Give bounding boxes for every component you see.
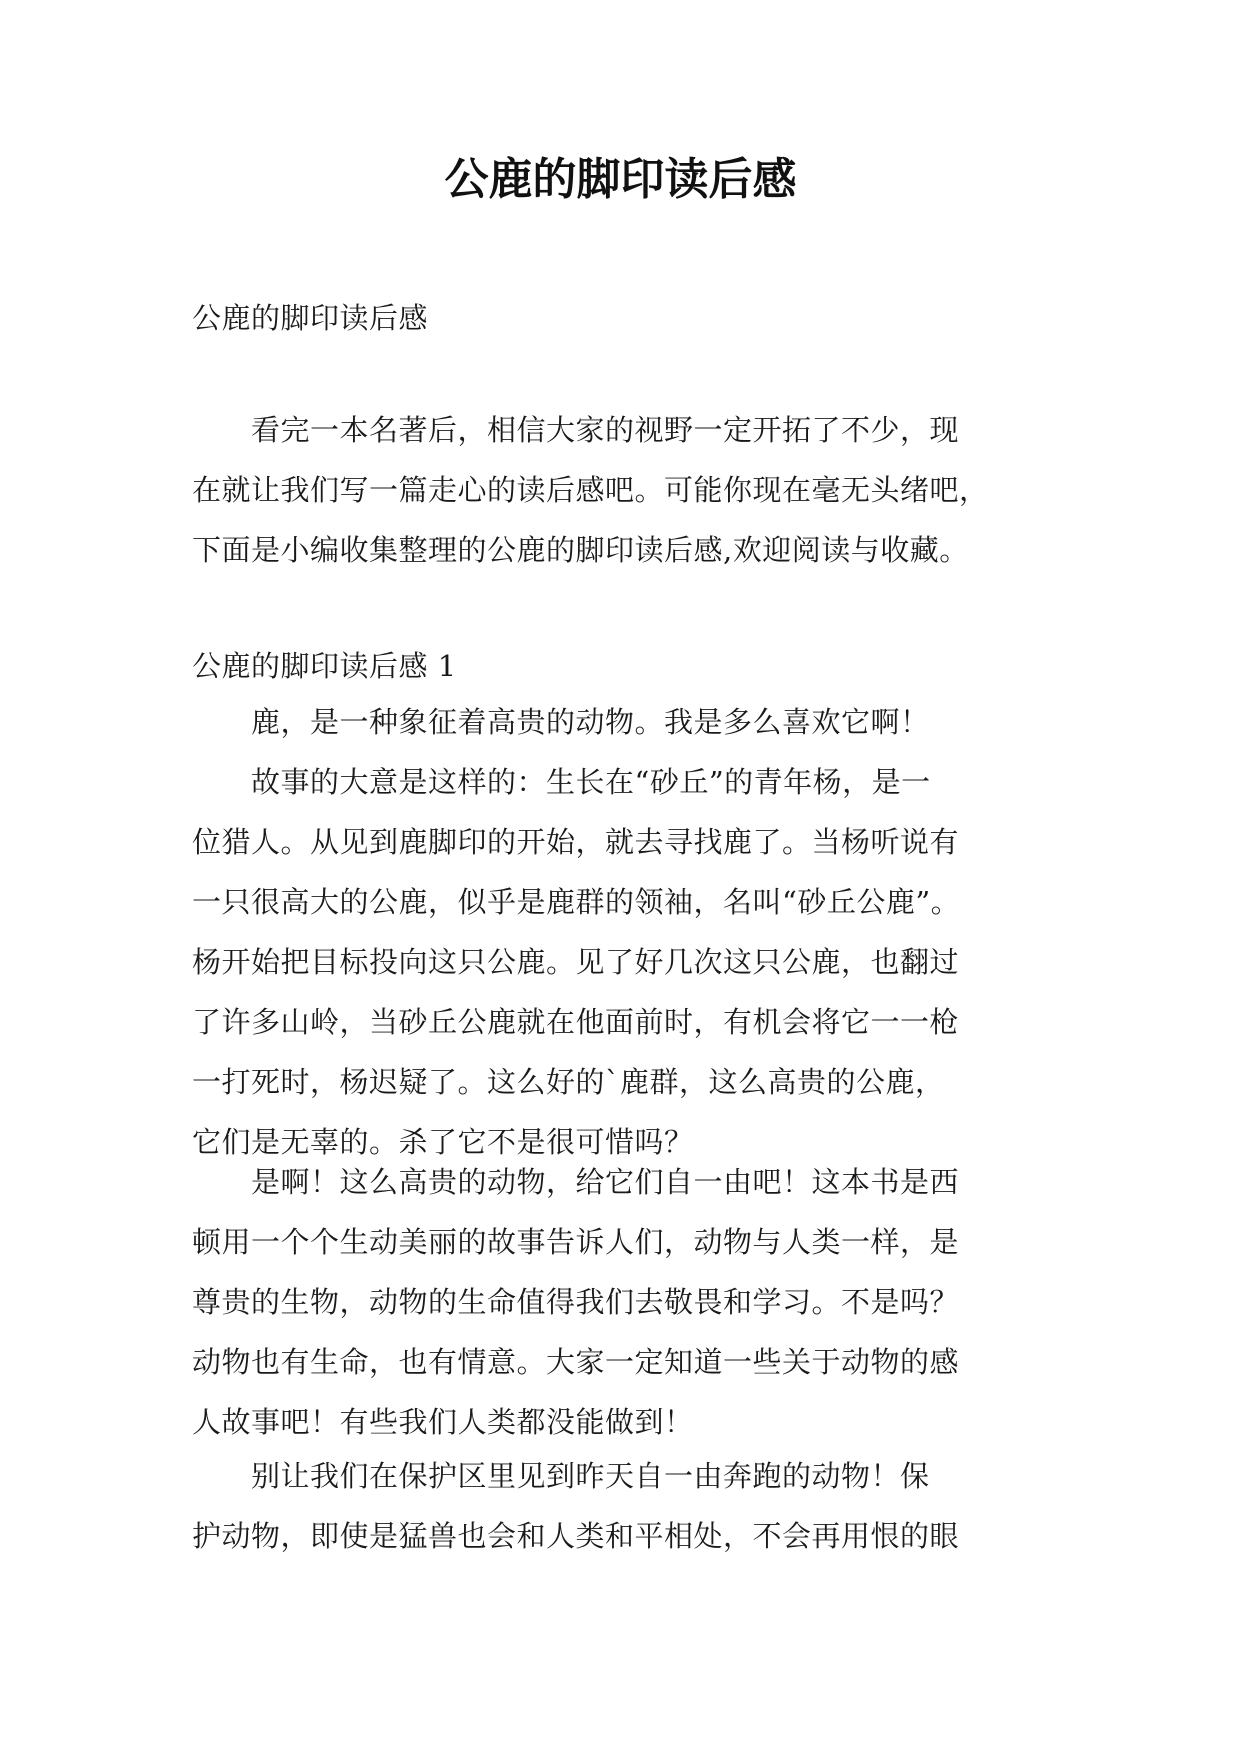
paragraph-line: 尊贵的生物，动物的生命值得我们去敬畏和学习。不是吗？ [192, 1285, 960, 1319]
paragraph-line: 位猎人。从见到鹿脚印的开始，就去寻找鹿了。当杨听说有 [192, 825, 960, 859]
paragraph-line: 杨开始把目标投向这只公鹿。见了好几次这只公鹿，也翻过 [192, 945, 960, 979]
paragraph-line: 鹿，是一种象征着高贵的动物。我是多么喜欢它啊！ [192, 705, 930, 739]
paragraph-line: 它们是无辜的。杀了它不是很可惜吗？ [192, 1125, 694, 1159]
paragraph-line: 动物也有生命，也有情意。大家一定知道一些关于动物的感 [192, 1345, 960, 1379]
paragraph-line: 人故事吧！有些我们人类都没能做到！ [192, 1405, 694, 1439]
document-title: 公鹿的脚印读后感 [444, 154, 797, 205]
intro-line: 下面是小编收集整理的公鹿的脚印读后感,欢迎阅读与收藏。 [192, 533, 969, 567]
intro-line: 在就让我们写一篇走心的读后感吧。可能你现在毫无头绪吧， [192, 473, 989, 507]
paragraph-line: 是啊！这么高贵的动物，给它们自一由吧！这本书是西 [192, 1165, 960, 1199]
paragraph-line: 顿用一个个生动美丽的故事告诉人们，动物与人类一样，是 [192, 1225, 960, 1259]
intro-line: 看完一本名著后，相信大家的视野一定开拓了不少，现 [192, 413, 960, 447]
paragraph-1 [192, 692, 1064, 752]
intro-paragraph [192, 400, 1064, 580]
paragraph-line: 故事的大意是这样的：生长在“砂丘”的青年杨，是一 [192, 765, 931, 799]
paragraph-4 [192, 1446, 1064, 1566]
paragraph-line: 了许多山岭，当砂丘公鹿就在他面前时，有机会将它一一枪 [192, 1005, 960, 1039]
paragraph-line: 护动物，即使是猛兽也会和人类和平相处，不会再用恨的眼 [192, 1519, 960, 1553]
document-subtitle: 公鹿的脚印读后感 [192, 301, 429, 335]
paragraph-line: 一只很高大的公鹿，似乎是鹿群的领袖，名叫“砂丘公鹿”。 [192, 885, 961, 919]
paragraph-3 [192, 1152, 1064, 1452]
paragraph-line: 一打死时，杨迟疑了。这么好的`鹿群，这么高贵的公鹿， [192, 1065, 945, 1099]
paragraph-line: 别让我们在保护区里见到昨天自一由奔跑的动物！保 [192, 1459, 930, 1493]
paragraph-2 [192, 752, 1064, 1172]
section-heading: 公鹿的脚印读后感 1 [192, 649, 457, 683]
